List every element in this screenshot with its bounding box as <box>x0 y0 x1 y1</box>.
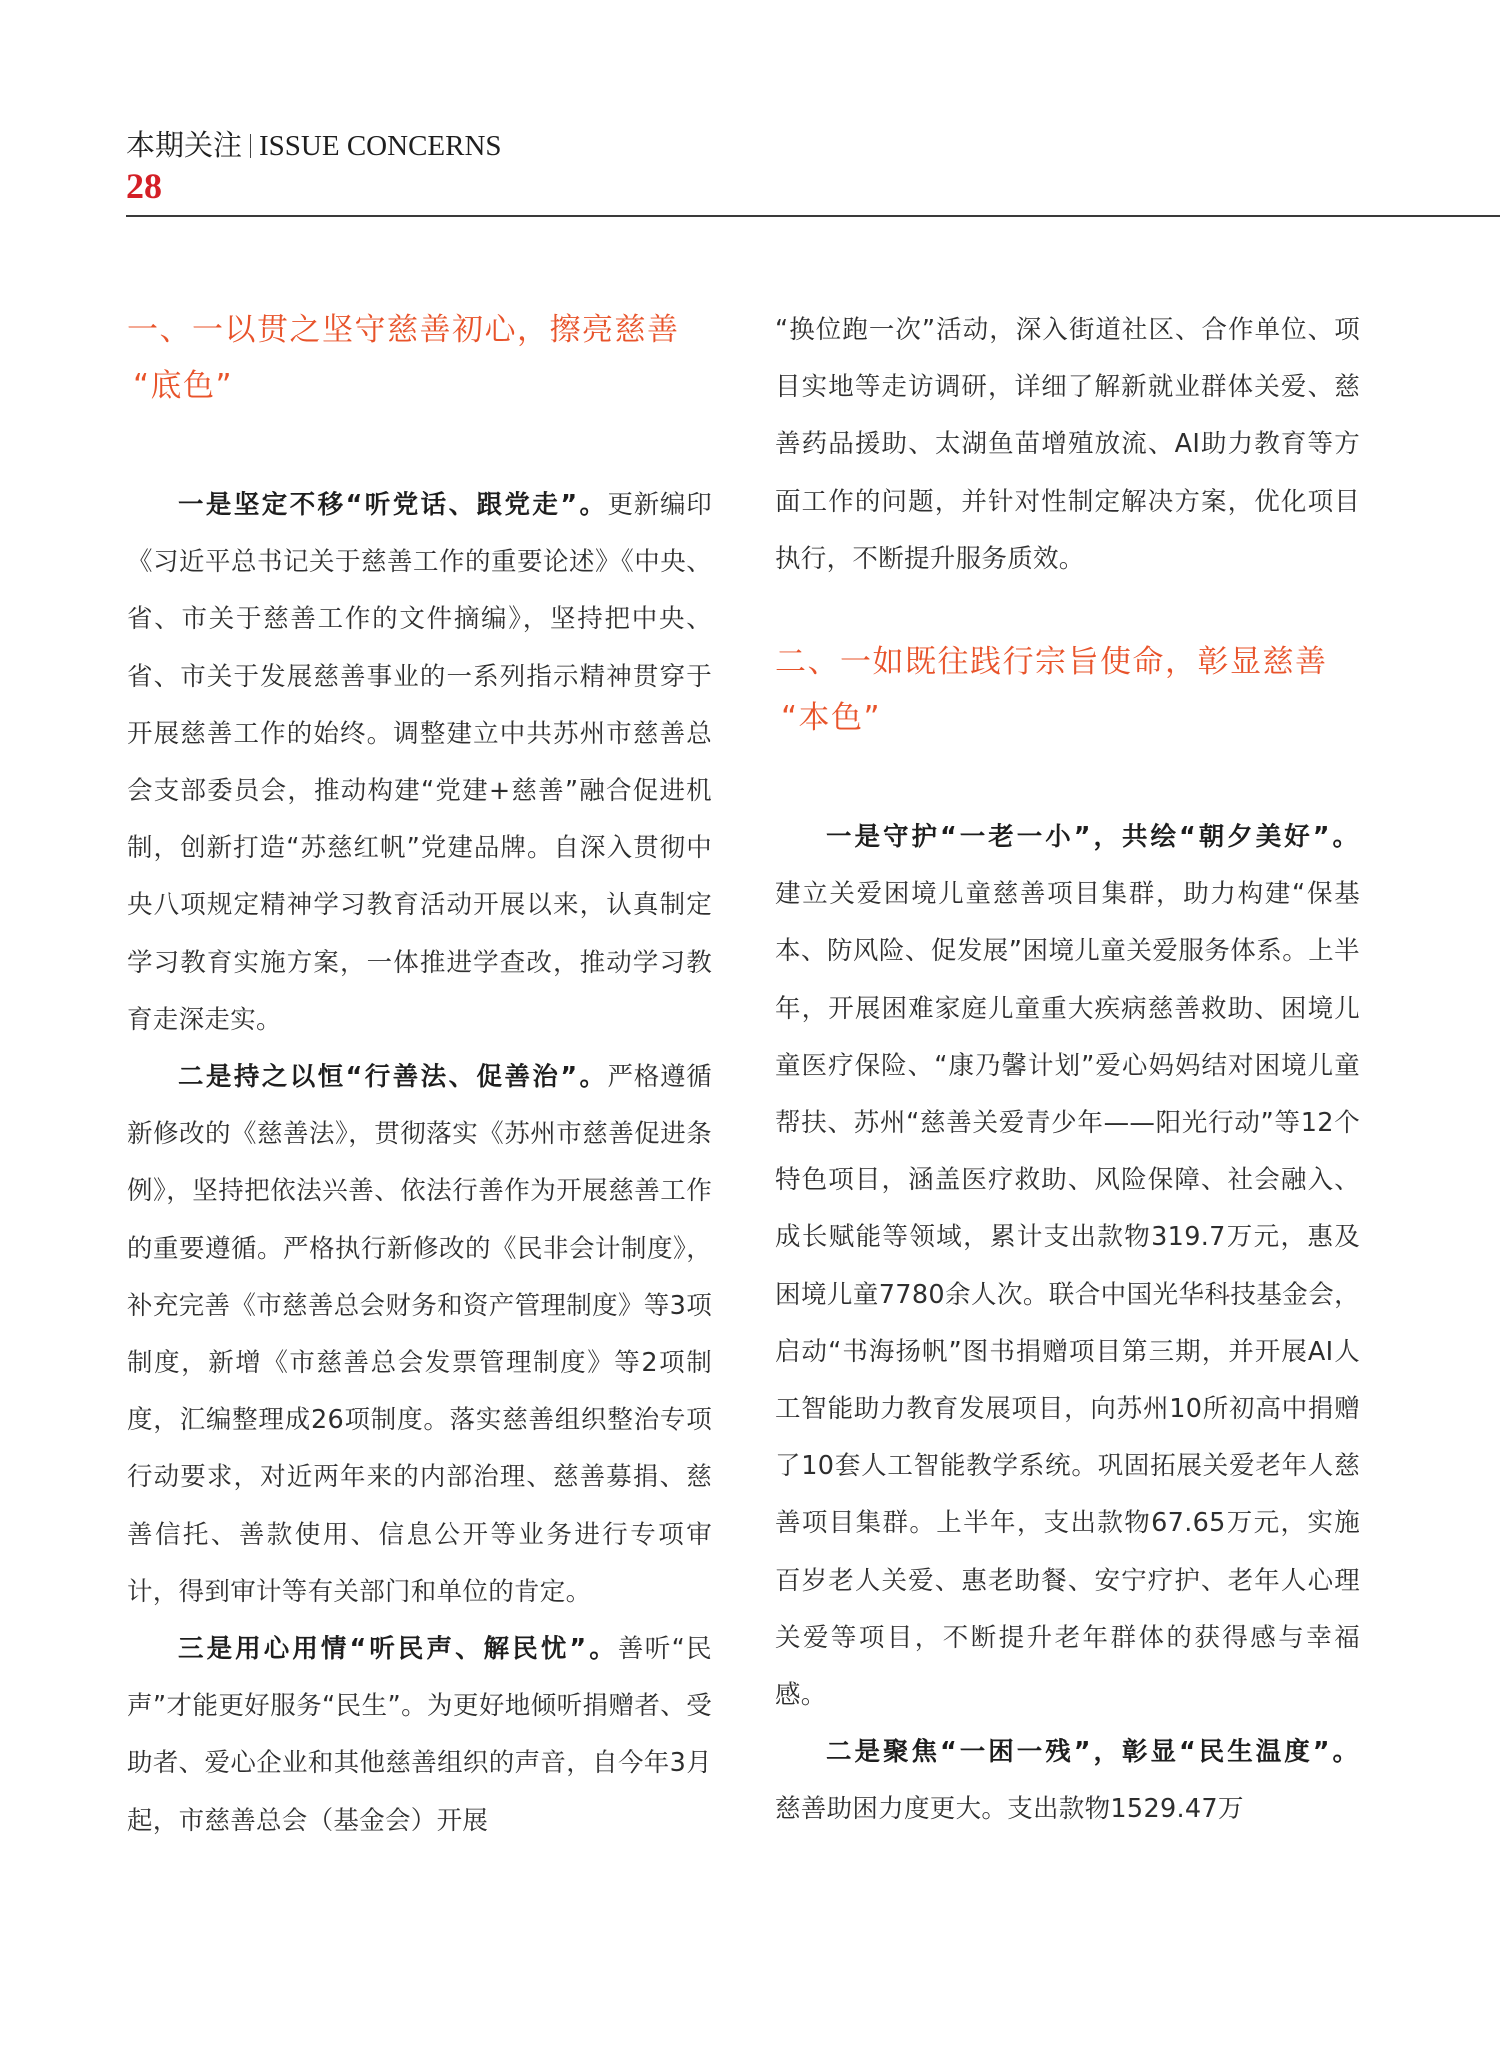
paragraph-lead: 二是聚焦“一困一残”，彰显“民生温度”。 <box>826 1737 1360 1768</box>
paragraph-poverty-disability <box>775 1724 1360 1838</box>
paragraph-body: 建立关爱困境儿童慈善项目集群，助力构建“保基本、防风险、促发展”困境儿童关爱服务体系。上半年，开展困难家庭儿童重大疾病慈善救助、困境儿童医疗保险、“康乃馨计划”爱心妈妈结对困境儿童帮扶、苏州“慈善关爱青少年——阳光行动”等12个特色项目，涵盖医疗救助、风险保障、社会融入、成长赋能等领域，累计支出款物319.7万元，惠及困境儿童7780余人次。联合中国光华科技基金会，启动“书海扬帆”图书捐赠项目第三期，并开展AI人工智能助力教育发展项目，向苏州10所初高中捐赠了10套人工智能教学系统。巩固拓展关爱老年人慈善项目集群。上半年，支出款物67.65万元，实施百岁老人关爱、惠老助餐、安宁疗护、老年人心理关爱等项目，不断提升老年群体的获得感与幸福感。 <box>775 879 1360 1711</box>
header-divider <box>126 215 1500 217</box>
paragraph-lead: 一是守护“一老一小”，共绘“朝夕美好”。 <box>826 822 1360 853</box>
paragraph-party-leadership <box>127 477 712 1049</box>
paragraph-lead: 一是坚定不移“听党话、跟党走”。 <box>178 490 608 520</box>
section-heading-1-line1: 一、一以贯之坚守慈善初心，擦亮慈善 <box>127 312 680 348</box>
right-column <box>775 302 1360 1839</box>
section-title-cn: 本期关注 <box>126 130 243 162</box>
paragraph-body: 善听“民声”才能更好服务“民生”。为更好地倾听捐赠者、受助者、爱心企业和其他慈善组织的声音，自今年3月起，市慈善总会（基金会）开展 <box>127 1634 712 1836</box>
paragraph-continuation: “换位跑一次”活动，深入街道社区、合作单位、项目实地等走访调研，详细了解新就业群体关爱、慈善药品援助、太湖鱼苗增殖放流、AI助力教育等方面工作的问题，并针对性制定解决方案，优化项目执行，不断提升服务质效。 <box>775 315 1360 574</box>
section-heading-1 <box>127 302 712 414</box>
section-title <box>126 128 502 164</box>
section-heading-2 <box>775 634 1360 746</box>
paragraph-rule-of-law <box>127 1049 712 1621</box>
section-title-en: ISSUE CONCERNS <box>259 130 502 162</box>
section-heading-2-line2: “本色” <box>781 700 882 737</box>
left-column <box>127 302 712 1850</box>
page-number: 28 <box>126 166 162 206</box>
page-header <box>126 128 502 206</box>
section-heading-1-line2: “底色” <box>133 368 234 404</box>
paragraph-body: 严格遵循新修改的《慈善法》，贯彻落实《苏州市慈善促进条例》，坚持把依法兴善、依法行善作为开展慈善工作的重要遵循。严格执行新修改的《民非会计制度》，补充完善《市慈善总会财务和资产管理制度》等3项制度，新增《市慈善总会发票管理制度》等2项制度，汇编整理成26项制度。落实慈善组织整治专项行动要求，对近两年来的内部治理、慈善募捐、慈善信托、善款使用、信息公开等业务进行专项审计，得到审计等有关部门和单位的肯定。 <box>127 1062 712 1607</box>
paragraph-lead: 三是用心用情“听民声、解民忧”。 <box>178 1634 618 1665</box>
section-heading-2-line1: 二、一如既往践行宗旨使命，彰显慈善 <box>775 644 1328 681</box>
paragraph-elderly-children <box>775 809 1360 1724</box>
paragraph-body: 慈善助困力度更大。支出款物1529.47万 <box>775 1794 1244 1825</box>
paragraph-public-voice <box>127 1621 712 1850</box>
paragraph-lead: 二是持之以恒“行善法、促善治”。 <box>178 1062 608 1093</box>
title-separator <box>250 134 251 158</box>
paragraph-body: 更新编印《习近平总书记关于慈善工作的重要论述》《中央、省、市关于慈善工作的文件摘编》，坚持把中央、省、市关于发展慈善事业的一系列指示精神贯穿于开展慈善工作的始终。调整建立中共苏州市慈善总会支部委员会，推动构建“党建+慈善”融合促进机制，创新打造“苏慈红帆”党建品牌。自深入贯彻中央八项规定精神学习教育活动开展以来，认真制定学习教育实施方案，一体推进学查改，推动学习教育走深走实。 <box>127 490 712 1035</box>
